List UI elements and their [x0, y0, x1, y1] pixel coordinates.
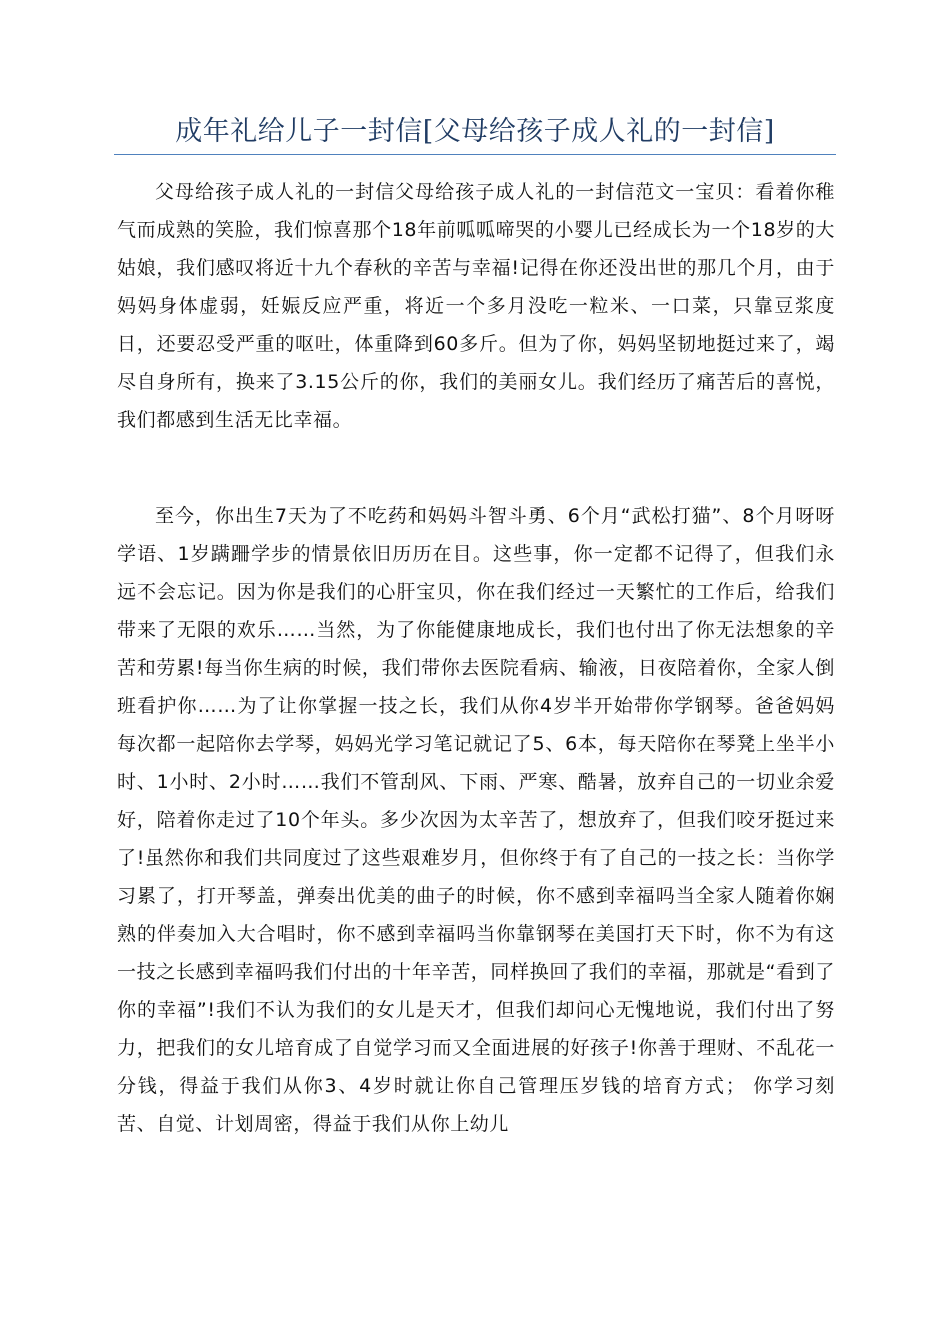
paragraph-1: 父母给孩子成人礼的一封信父母给孩子成人礼的一封信范文一宝贝：看着你稚气而成熟的笑脸，我们惊喜那个18年前呱呱啼哭的小婴儿已经成长为一个18岁的大姑娘，我们感叹将近十九个春秋的辛苦与幸福!记得在你还没出世的那几个月，由于妈妈身体虚弱，妊娠反应严重，将近一个多月没吃一粒米、一口菜，只靠豆浆度日，还要忍受严重的呕吐，体重降到60多斤。但为了你，妈妈坚韧地挺过来了，竭尽自身所有，换来了3.15公斤的你，我们的美丽女儿。我们经历了痛苦后的喜悦，我们都感到生活无比幸福。: [117, 181, 835, 431]
title-underline: [114, 154, 836, 155]
paragraph-2: 至今，你出生7天为了不吃药和妈妈斗智斗勇、6个月“武松打猫”、8个月呀呀学语、1岁蹒跚学步的情景依旧历历在目。这些事，你一定都不记得了，但我们永远不会忘记。因为你是我们的心肝宝贝，你在我们经过一天繁忙的工作后，给我们带来了无限的欢乐……当然，为了你能健康地成长，我们也付出了你无法想象的辛苦和劳累!每当你生病的时候，我们带你去医院看病、输液，日夜陪着你，全家人倒班看护你……为了让你掌握一技之长，我们从你4岁半开始带你学钢琴。爸爸妈妈每次都一起陪你去学琴，妈妈光学习笔记就记了5、6本，每天陪你在琴凳上坐半小时、1小时、2小时……我们不管刮风、下雨、严寒、酷暑，放弃自己的一切业余爱好，陪着你走过了10个年头。多少次因为太辛苦了，想放弃了，但我们咬牙挺过来了!虽然你和我们共同度过了这些艰难岁月，但你终于有了自己的一技之长：当你学习累了，打开琴盖，弹奏出优美的曲子的时候，你不感到幸福吗当全家人随着你娴熟的伴奏加入大合唱时，你不感到幸福吗当你靠钢琴在美国打天下时，你不为有这一技之长感到幸福吗我们付出的十年辛苦，同样换回了我们的幸福，那就是“看到了你的幸福”!我们不认为我们的女儿是天才，但我们却问心无愧地说，我们付出了努力，把我们的女儿培育成了自觉学习而又全面进展的好孩子!你善于理财、不乱花一分钱，得益于我们从你3、4岁时就让你自己管理压岁钱的培育方式； 你学习刻苦、自觉、计划周密，得益于我们从你上幼儿: [117, 505, 835, 1135]
document-title: 成年礼给儿子一封信[父母给孩子成人礼的一封信]: [175, 116, 775, 147]
